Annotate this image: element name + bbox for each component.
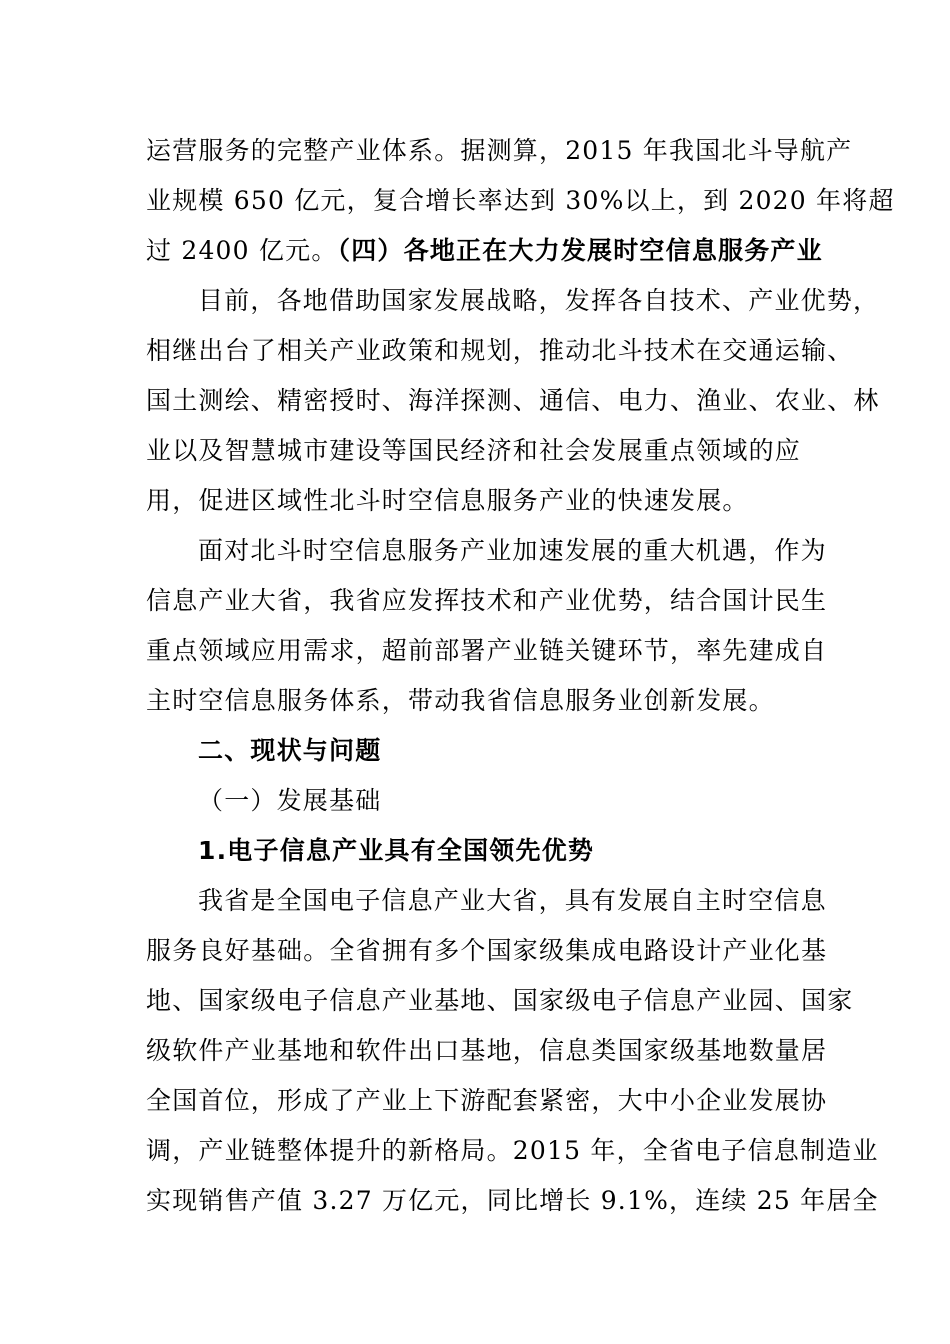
section-heading: 二、现状与问题 — [198, 736, 382, 765]
paragraph-line: 国土测绘、精密授时、海洋探测、通信、电力、渔业、农业、林 — [146, 386, 880, 415]
paragraph-line: 实现销售产值 3.27 万亿元，同比增长 9.1%，连续 25 年居全 — [146, 1186, 879, 1215]
paragraph-line — [146, 234, 826, 268]
sub-subsection-heading: 1.电子信息产业具有全国领先优势 — [198, 836, 595, 865]
paragraph-line: 级软件产业基地和软件出口基地，信息类国家级基地数量居 — [146, 1036, 828, 1065]
section-heading-4: （四）各地正在大力发展时空信息服务产业 — [337, 236, 823, 265]
paragraph-line: 服务良好基础。全省拥有多个国家级集成电路设计产业化基 — [146, 936, 828, 965]
paragraph-line: 全国首位，形成了产业上下游配套紧密，大中小企业发展协 — [146, 1086, 828, 1115]
paragraph-text: 过 2400 亿元。 — [146, 236, 338, 265]
paragraph-line: 业规模 650 亿元，复合增长率达到 30%以上，到 2020 年将超 — [146, 186, 895, 215]
paragraph-line: 用，促进区域性北斗时空信息服务产业的快速发展。 — [146, 486, 749, 515]
subsection-heading: （一）发展基础 — [198, 786, 382, 815]
paragraph-line: 重点领域应用需求，超前部署产业链关键环节，率先建成自 — [146, 636, 828, 665]
paragraph-line: 目前，各地借助国家发展战略，发挥各自技术、产业优势， — [198, 286, 880, 315]
paragraph-line: 调，产业链整体提升的新格局。2015 年，全省电子信息制造业 — [146, 1136, 879, 1165]
paragraph-line: 相继出台了相关产业政策和规划，推动北斗技术在交通运输、 — [146, 336, 854, 365]
paragraph-line: 业以及智慧城市建设等国民经济和社会发展重点领域的应 — [146, 436, 802, 465]
paragraph-line: 运营服务的完整产业体系。据测算，2015 年我国北斗导航产 — [146, 136, 853, 165]
paragraph-line: 主时空信息服务体系，带动我省信息服务业创新发展。 — [146, 686, 775, 715]
paragraph-line: 我省是全国电子信息产业大省，具有发展自主时空信息 — [198, 886, 827, 915]
paragraph-line: 信息产业大省，我省应发挥技术和产业优势，结合国计民生 — [146, 586, 828, 615]
paragraph-line: 面对北斗时空信息服务产业加速发展的重大机遇，作为 — [198, 536, 827, 565]
paragraph-line: 地、国家级电子信息产业基地、国家级电子信息产业园、国家 — [146, 986, 854, 1015]
